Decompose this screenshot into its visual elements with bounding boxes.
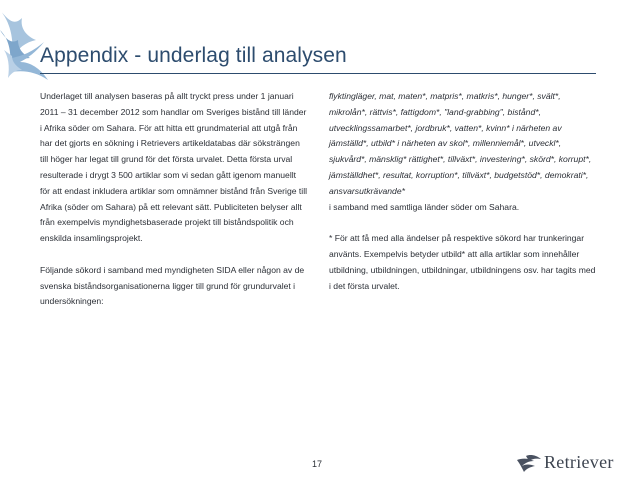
bird-wing-decoration: [0, 0, 60, 84]
search-keywords: flyktingläger, mat, maten*, matpris*, matkris*, hunger*, svält*, mikrolån*, rättvis*, fattigdom*, "land-grabbing", bistånd*, utvecklingssamarbet*, jordbruk*, vatten*, kvinn* i närheten av jämställd*, utbild* i närheten av skol*, millenniemål*, utveckl*, sjukvård*, mänsklig* rättighet*, tillväxt*, investering*, skörd*, korrupt*, jämställdhet*, resultat, korruption*, tillväxt*, budgetstöd*, demokrati*, ansvarsutkrävande*: [329, 91, 592, 196]
paragraph-spacer: [40, 247, 308, 263]
left-column: [40, 89, 308, 310]
right-column: [329, 89, 597, 294]
page-number: 17: [312, 459, 323, 469]
truncation-note: * För att få med alla ändelser på respektive sökord har trunkeringar använts. Exempelvis betyder utbild* att alla artiklar som innehåller utbildning, utbildningen, utbildningar, utbildningens osv. har tagits med i det första urvalet.: [329, 233, 596, 291]
retriever-bird-icon: [516, 452, 542, 472]
search-terms-intro-paragraph: Följande sökord i samband med myndigheten SIDA eller någon av de svenska biståndsorganisationerna ligger till grund för grundurvalet i undersökningen:: [40, 264, 305, 307]
paragraph-spacer: [329, 215, 597, 231]
search-keywords-scope: i samband med samtliga länder söder om Sahara.: [329, 201, 520, 212]
logo-wordmark: Retriever: [544, 452, 614, 472]
page-title: Appendix - underlag till analysen: [40, 44, 347, 67]
title-divider: [40, 73, 596, 74]
method-paragraph: Underlaget till analysen baseras på allt tryckt press under 1 januari 2011 – 31 december 2012 som handlar om Sveriges bistånd till länder i Afrika söder om Sahara. För att hitta ett grundmaterial att utgå från har det gjorts en sökning i Retrievers artikeldatabas där söksträngen till höger har legat till grund för det första urvalet. Detta första urval resulterade i drygt 3 500 artiklar som vi sedan gått igenom manuellt för att endast inkludera artiklar som omnämner bistånd från Sverige till Afrika (söder om Sahara) på ett relevant sätt. Publiciteten belyser allt från exempelvis myndighetsbaserade projekt till biståndspolitik och enskilda insamlingsprojekt.: [40, 91, 308, 244]
